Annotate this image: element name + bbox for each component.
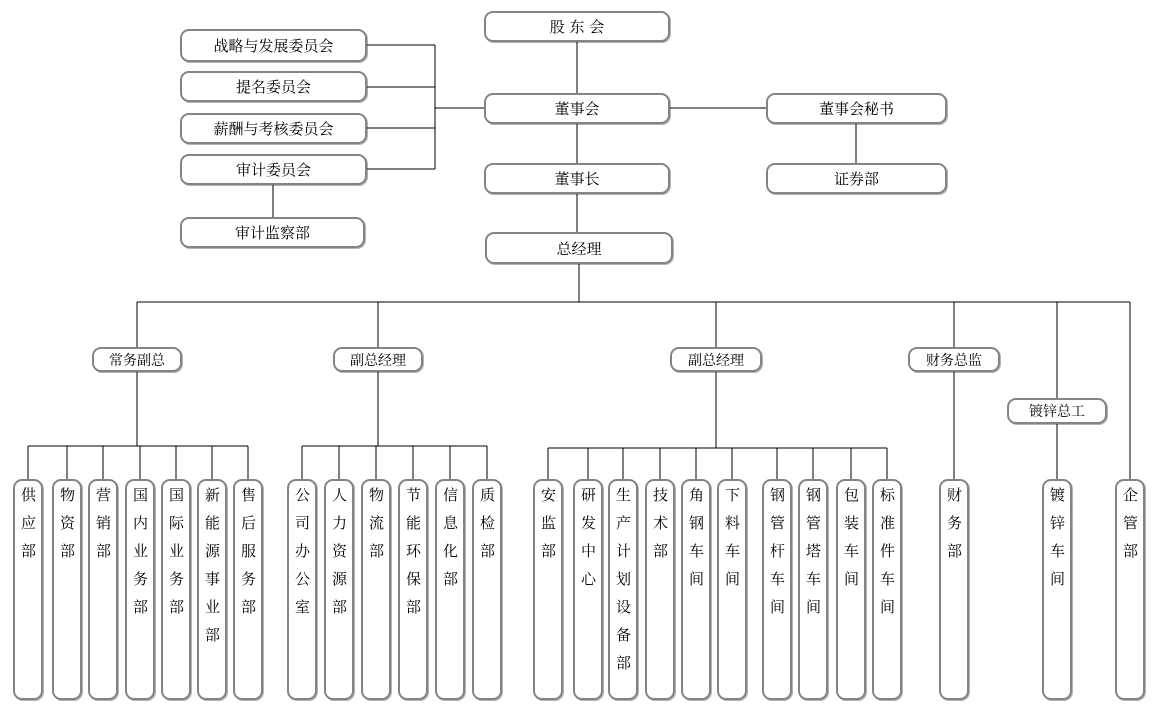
node-logistics-dept: 物流部: [361, 479, 391, 700]
node-galvanizing-chief-engineer: 镀锌总工: [1007, 398, 1107, 424]
node-deputy-gm-2: 副总经理: [670, 347, 762, 372]
node-blanking-workshop: 下料车间: [717, 479, 747, 700]
node-audit-supervision-dept: 审计监察部: [180, 217, 365, 248]
node-board-of-directors: 董事会: [484, 93, 670, 124]
node-shareholders-meeting: 股 东 会: [484, 11, 670, 42]
node-chairman: 董事长: [484, 163, 670, 194]
node-rd-center: 研发中心: [573, 479, 603, 700]
node-production-planning-equipment-dept: 生产计划设备部: [608, 479, 638, 700]
node-quality-inspection-dept: 质检部: [472, 479, 502, 700]
node-packing-workshop: 包装车间: [836, 479, 866, 700]
node-finance-dept: 财务部: [939, 479, 969, 700]
node-financial-controller: 财务总监: [908, 347, 1000, 372]
node-new-energy-division: 新能源事业部: [197, 479, 227, 700]
node-galvanizing-workshop: 镀锌车间: [1042, 479, 1072, 700]
node-intl-business-dept: 国际业务部: [161, 479, 191, 700]
node-nomination-committee: 提名委员会: [180, 71, 367, 102]
node-deputy-gm-1: 副总经理: [333, 347, 423, 372]
node-executive-deputy-gm: 常务副总: [92, 347, 182, 372]
node-domestic-business-dept: 国内业务部: [125, 479, 155, 700]
node-hr-dept: 人力资源部: [324, 479, 354, 700]
node-steel-pipe-tower-workshop: 钢管塔车间: [798, 479, 828, 700]
node-angle-steel-workshop: 角钢车间: [681, 479, 711, 700]
node-safety-supervision-dept: 安监部: [533, 479, 563, 700]
node-remuneration-appraisal-committee: 薪酬与考核委员会: [180, 113, 367, 144]
node-technology-dept: 技术部: [645, 479, 675, 700]
node-energy-saving-env-dept: 节能环保部: [398, 479, 428, 700]
node-board-secretary: 董事会秘书: [766, 93, 947, 124]
node-standard-parts-workshop: 标准件车间: [872, 479, 902, 700]
node-securities-dept: 证券部: [766, 163, 947, 194]
node-strategy-development-committee: 战略与发展委员会: [180, 29, 367, 62]
node-informatization-dept: 信息化部: [435, 479, 465, 700]
node-general-manager: 总经理: [485, 232, 673, 264]
node-supply-dept: 供应部: [13, 479, 43, 700]
node-enterprise-mgmt-dept: 企管部: [1115, 479, 1145, 700]
node-company-office: 公司办公室: [287, 479, 317, 700]
node-after-sales-service-dept: 售后服务部: [233, 479, 263, 700]
node-audit-committee: 审计委员会: [180, 154, 367, 185]
node-materials-dept: 物资部: [52, 479, 82, 700]
node-marketing-dept: 营销部: [88, 479, 118, 700]
node-steel-pipe-pole-workshop: 钢管杆车间: [762, 479, 792, 700]
